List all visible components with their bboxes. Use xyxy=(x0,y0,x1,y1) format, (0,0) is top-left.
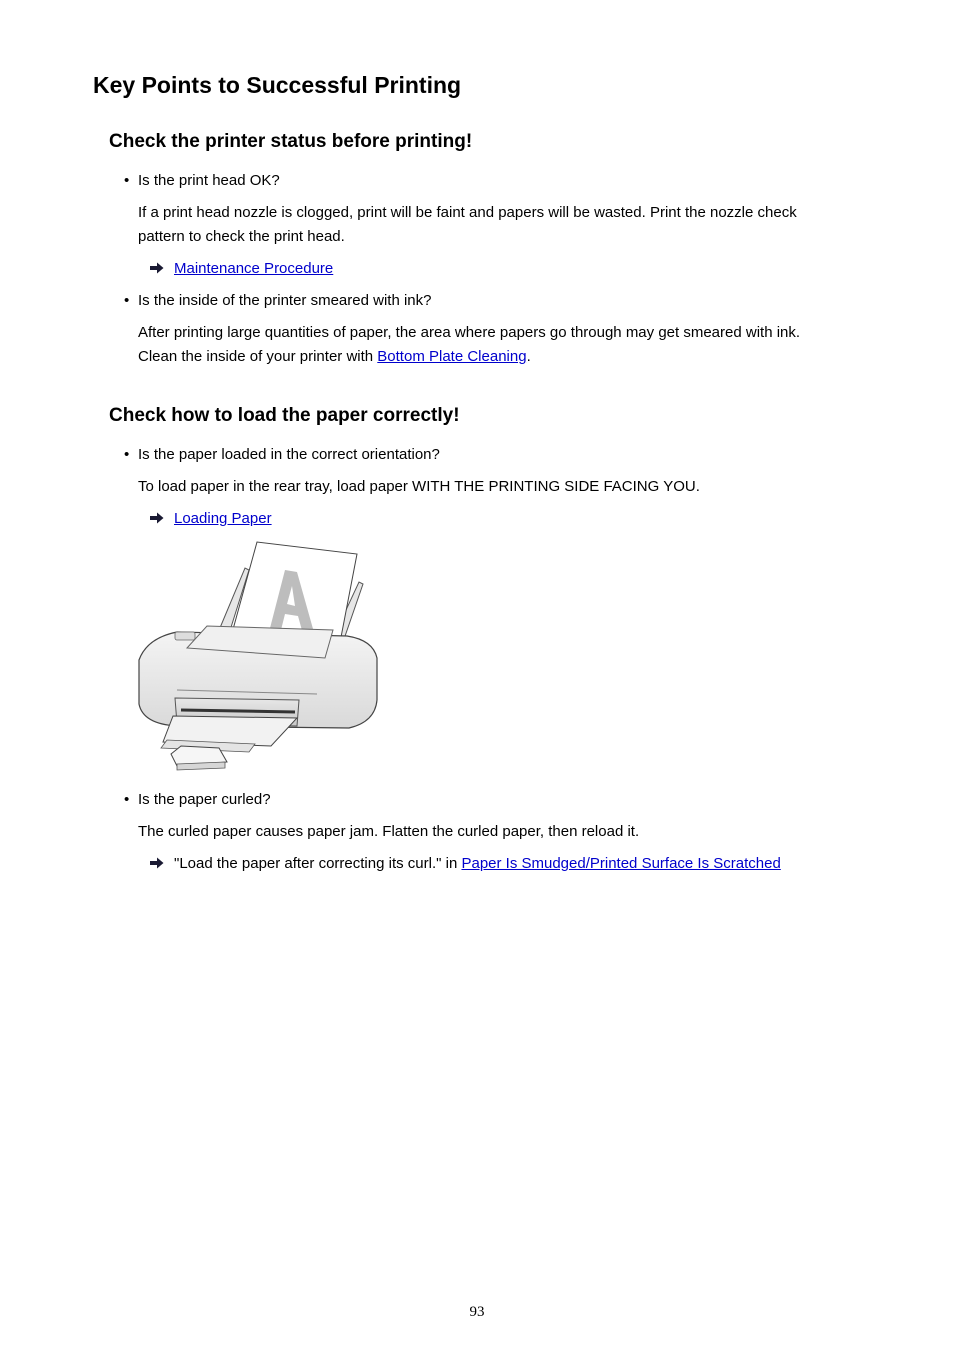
question-text: Is the paper curled? xyxy=(138,791,271,808)
page-number: 93 xyxy=(469,1304,485,1320)
paragraph-line: pattern to check the print head. xyxy=(138,228,345,245)
list-item xyxy=(124,788,271,812)
loading-paper-link[interactable]: Loading Paper xyxy=(174,510,272,527)
right-arrow-icon xyxy=(150,512,164,524)
section-heading-load-paper: Check how to load the paper correctly! xyxy=(109,405,460,426)
paragraph-line: After printing large quantities of paper, the area where papers go through may get smeared with ink. xyxy=(138,324,801,341)
bullet: • xyxy=(124,791,130,808)
paragraph-text: Clean the inside of your printer with xyxy=(138,348,378,365)
bullet: • xyxy=(124,446,130,463)
reference-line xyxy=(150,507,272,531)
list-item xyxy=(124,289,431,313)
bullet: • xyxy=(124,172,130,189)
right-arrow-icon xyxy=(150,857,164,869)
printer-illustration xyxy=(137,540,381,772)
list-item xyxy=(124,169,280,193)
reference-line xyxy=(150,852,781,876)
question-text: Is the inside of the printer smeared with ink? xyxy=(138,292,432,309)
page-title: Key Points to Successful Printing xyxy=(93,72,462,98)
reference-text: "Load the paper after correcting its curl." in xyxy=(174,855,462,872)
paragraph: To load paper in the rear tray, load paper WITH THE PRINTING SIDE FACING YOU. xyxy=(138,478,700,495)
paragraph: The curled paper causes paper jam. Flatten the curled paper, then reload it. xyxy=(138,823,640,840)
question-text: Is the print head OK? xyxy=(138,172,280,189)
reference-line xyxy=(150,257,333,281)
right-arrow-icon xyxy=(150,262,164,274)
paragraph-text: . xyxy=(526,348,531,365)
question-text: Is the paper loaded in the correct orientation? xyxy=(138,446,440,463)
bottom-plate-cleaning-link[interactable]: Bottom Plate Cleaning xyxy=(377,348,527,365)
paragraph xyxy=(138,321,858,369)
paper-smudged-link[interactable]: Paper Is Smudged/Printed Surface Is Scratched xyxy=(461,855,781,872)
paragraph xyxy=(138,201,858,249)
maintenance-procedure-link[interactable]: Maintenance Procedure xyxy=(174,260,334,277)
list-item xyxy=(124,443,440,467)
bullet: • xyxy=(124,292,130,309)
section-heading-printer-status: Check the printer status before printing! xyxy=(109,131,473,152)
paragraph-line: If a print head nozzle is clogged, print will be faint and papers will be wasted. Print the nozzle check xyxy=(138,204,797,221)
